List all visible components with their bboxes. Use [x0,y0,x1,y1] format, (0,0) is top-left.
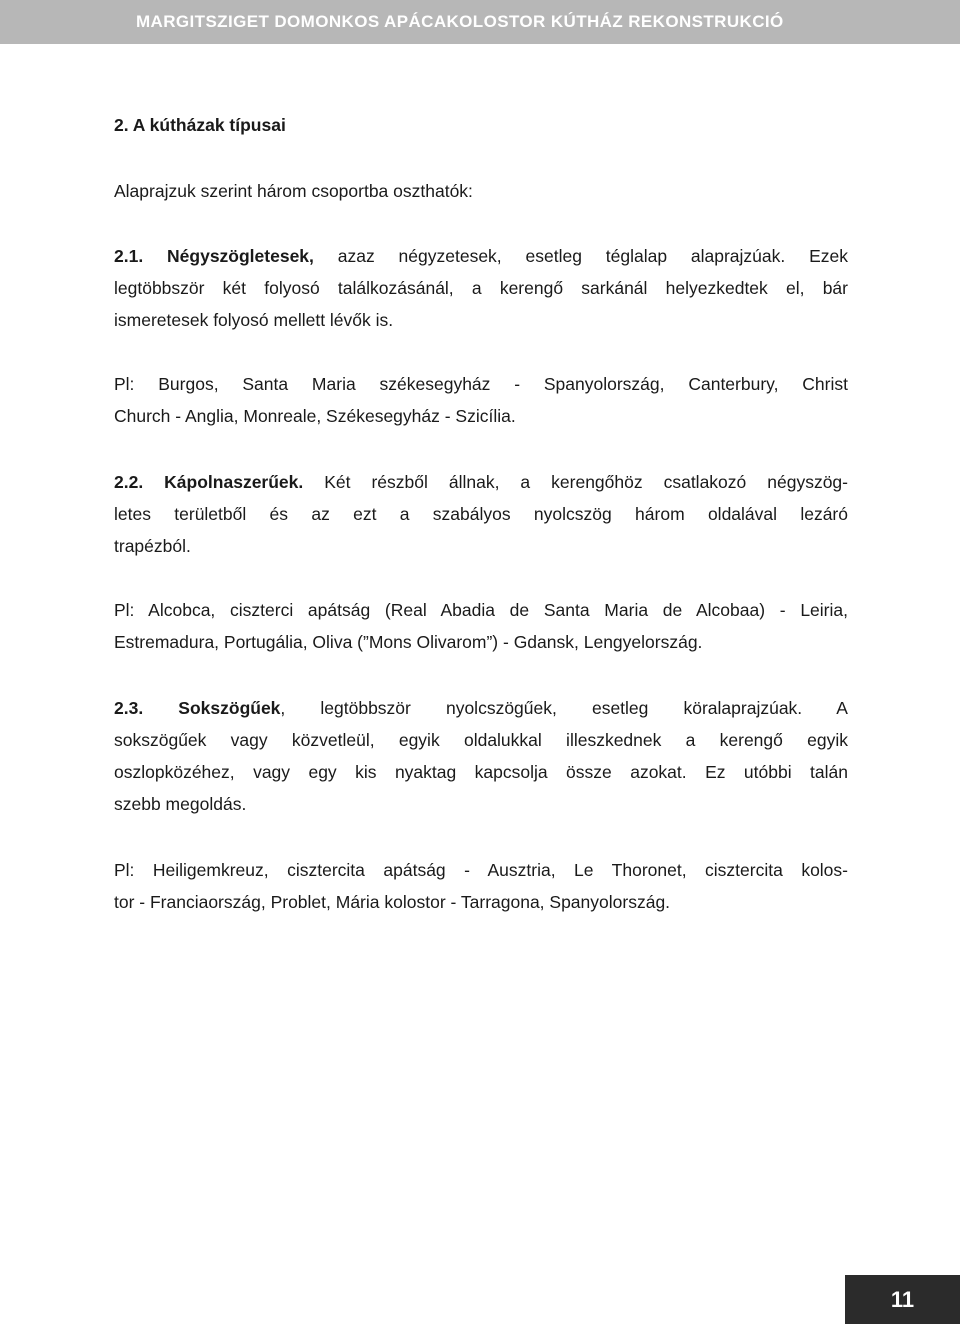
example-2-1-line-2: Church - Anglia, Monreale, Székesegyház - Szicília. [114,406,516,426]
paragraph-2-2-line-2: letes területből és az ezt a szabályos nyolcszög három oldalával lezáró [114,504,848,524]
paragraph-2-3-term: Sokszögűek [178,698,281,718]
header-bar [0,0,960,44]
paragraph-2-3-number: 2.3. [114,698,179,718]
paragraph-2-1-line-1 [114,245,848,267]
paragraph-2-3-line-1 [114,697,848,719]
paragraph-2-2-number: 2.2. [114,472,165,492]
paragraph-2-3-text: , legtöbbször nyolcszögűek, esetleg köralaprajzúak. A [280,698,848,718]
paragraph-2-2-line-1 [114,471,848,493]
paragraph-2-1-text: azaz négyzetesek, esetleg téglalap alaprajzúak. Ezek [313,246,848,266]
paragraph-2-3-line-4: szebb megoldás. [114,794,247,814]
example-2-1-line-1: Pl: Burgos, Santa Maria székesegyház - Spanyolország, Canterbury, Christ [114,374,848,394]
page-number-box [845,1275,960,1324]
example-2-3-line-1: Pl: Heiligemkreuz, cisztercita apátság - Ausztria, Le Thoronet, cisztercita kolos- [114,860,848,880]
example-2-2-line-2: Estremadura, Portugália, Oliva (”Mons Olivarom”) - Gdansk, Lengyelország. [114,632,703,652]
paragraph-2-3-line-2: sokszögűek vagy közvetleül, egyik oldalukkal illeszkednek a kerengő egyik [114,730,848,750]
document-title: MARGITSZIGET DOMONKOS APÁCAKOLOSTOR KÚTHÁZ REKONSTRUKCIÓ [136,12,784,31]
example-2-3-line-2: tor - Franciaország, Problet, Mária kolostor - Tarragona, Spanyolország. [114,892,671,912]
section-heading: 2. A kútházak típusai [114,115,286,135]
paragraph-2-3-line-3: oszlopközéhez, vagy egy kis nyaktag kapcsolja össze azokat. Ez utóbbi talán [114,762,848,782]
paragraph-2-2-line-3: trapézból. [114,536,191,556]
paragraph-2-1-term: Négyszögletesek, [167,246,314,266]
paragraph-2-2-term: Kápolnaszerűek. [164,472,304,492]
paragraph-2-2-text: Két részből állnak, a kerengőhöz csatlakozó négyszög- [303,472,848,492]
page-number: 11 [890,1287,915,1312]
example-2-2-line-1: Pl: Alcobca, ciszterci apátság (Real Abadia de Santa Maria de Alcobaa) - Leiria, [114,600,848,620]
paragraph-2-1-line-3: ismeretesek folyosó mellett lévők is. [114,310,394,330]
paragraph-2-1-number: 2.1. [114,246,168,266]
paragraph-2-1-line-2: legtöbbször két folyosó találkozásánál, a kerengő sarkánál helyezkedtek el, bár [114,278,848,298]
intro-text: Alaprajzuk szerint három csoportba oszthatók: [114,181,473,201]
